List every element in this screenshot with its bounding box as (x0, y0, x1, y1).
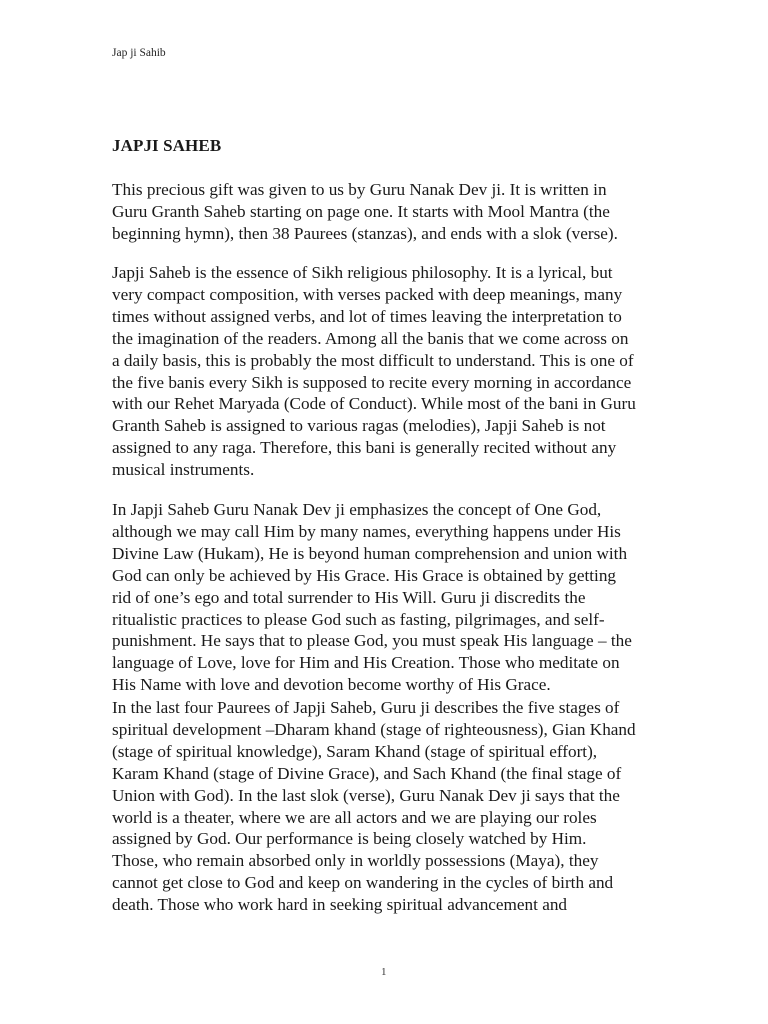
page-number: 1 (381, 966, 387, 978)
paragraph-line: spiritual development –Dharam khand (stage of righteousness), Gian Khand (112, 719, 636, 739)
paragraph-line: cannot get close to God and keep on wandering in the cycles of birth and (112, 873, 614, 893)
paragraph-essence (112, 262, 672, 481)
paragraph-line: assigned to any raga. Therefore, this bani is generally recited without any (112, 438, 617, 458)
paragraph-line: punishment. He says that to please God, you must speak His language – the (112, 631, 632, 651)
paragraph-line: with our Rehet Maryada (Code of Conduct). While most of the bani in Guru (112, 394, 636, 414)
paragraph-five-stages (112, 697, 672, 916)
paragraph-line: death. Those who work hard in seeking spiritual advancement and (112, 895, 568, 915)
paragraph-line: This precious gift was given to us by Guru Nanak Dev ji. It is written in (112, 180, 607, 199)
paragraph-line: Guru Granth Saheb starting on page one. It starts with Mool Mantra (the (112, 201, 610, 221)
paragraph-line: In Japji Saheb Guru Nanak Dev ji emphasizes the concept of One God, (112, 500, 602, 519)
paragraph-line: Those, who remain absorbed only in worldly possessions (Maya), they (112, 851, 599, 871)
paragraph-line: language of Love, love for Him and His Creation. Those who meditate on (112, 653, 620, 673)
paragraph-one-god (112, 499, 672, 696)
paragraph-line: a daily basis, this is probably the most difficult to understand. This is one of (112, 350, 634, 370)
paragraph-line: His Name with love and devotion become worthy of His Grace. (112, 675, 551, 695)
paragraph-line: world is a theater, where we are all actors and we are playing our roles (112, 807, 597, 827)
paragraph-intro (112, 179, 672, 245)
paragraph-line: beginning hymn), then 38 Paurees (stanzas), and ends with a slok (verse). (112, 223, 618, 243)
paragraph-line: Granth Saheb is assigned to various ragas (melodies), Japji Saheb is not (112, 416, 606, 436)
paragraph-line: God can only be achieved by His Grace. His Grace is obtained by getting (112, 565, 617, 585)
paragraph-line: assigned by God. Our performance is being closely watched by Him. (112, 829, 587, 849)
paragraph-line: Karam Khand (stage of Divine Grace), and Sach Khand (the final stage of (112, 763, 622, 783)
paragraph-line: although we may call Him by many names, everything happens under His (112, 521, 621, 541)
paragraph-line: ritualistic practices to please God such as fasting, pilgrimages, and self- (112, 609, 605, 629)
paragraph-line: musical instruments. (112, 460, 255, 480)
running-header: Jap ji Sahib (112, 47, 166, 59)
paragraph-line: very compact composition, with verses packed with deep meanings, many (112, 284, 623, 304)
paragraph-line: the five banis every Sikh is supposed to recite every morning in accordance (112, 372, 632, 392)
document-title: JAPJI SAHEB (112, 136, 222, 155)
paragraph-line: rid of one’s ego and total surrender to His Will. Guru ji discredits the (112, 587, 586, 607)
paragraph-line: Union with God). In the last slok (verse), Guru Nanak Dev ji says that the (112, 785, 620, 805)
paragraph-line: the imagination of the readers. Among all the banis that we come across on (112, 328, 629, 348)
paragraph-line: times without assigned verbs, and lot of times leaving the interpretation to (112, 306, 622, 326)
paragraph-line: In the last four Paurees of Japji Saheb, Guru ji describes the five stages of (112, 698, 620, 717)
paragraph-line: Japji Saheb is the essence of Sikh religious philosophy. It is a lyrical, but (112, 263, 613, 282)
paragraph-line: Divine Law (Hukam), He is beyond human comprehension and union with (112, 543, 628, 563)
paragraph-line: (stage of spiritual knowledge), Saram Khand (stage of spiritual effort), (112, 741, 598, 761)
